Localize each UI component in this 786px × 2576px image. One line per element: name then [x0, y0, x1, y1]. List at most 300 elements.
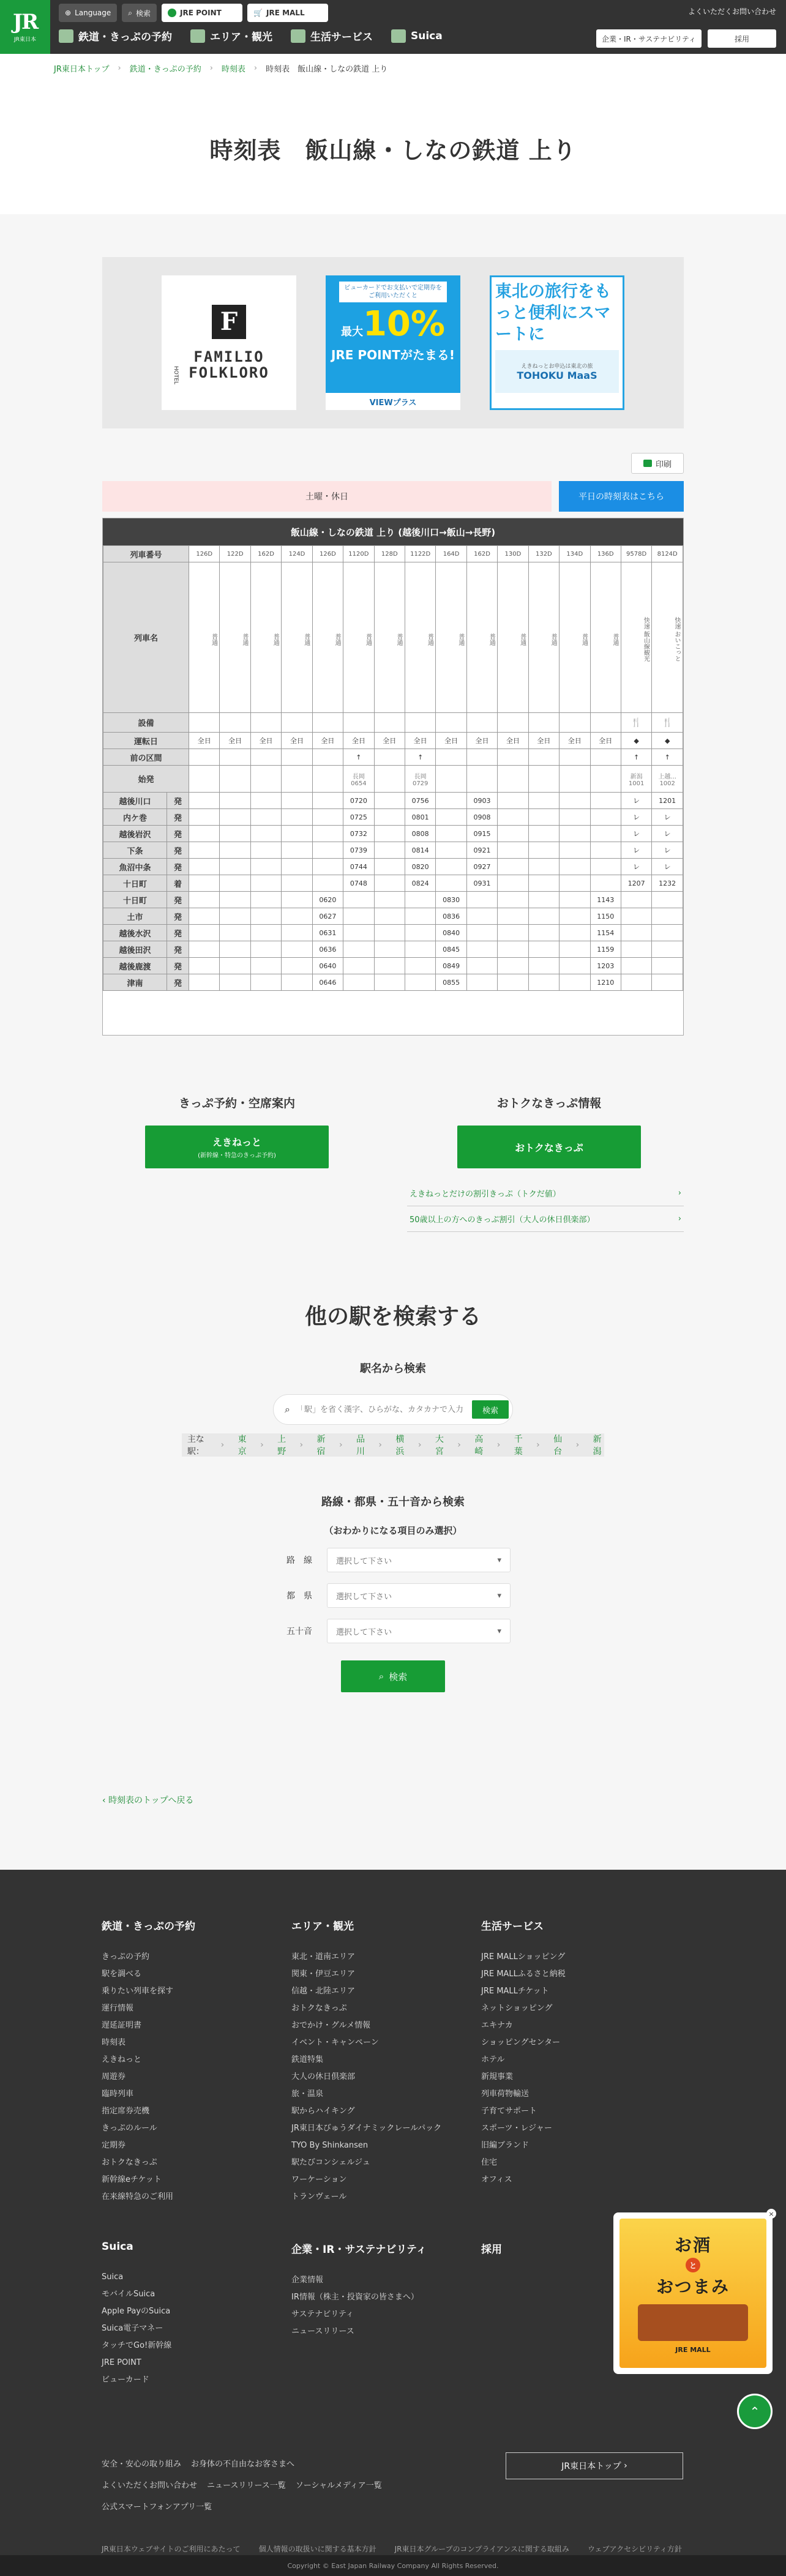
time-cell: 1159: [590, 941, 621, 958]
time-cell: レ: [652, 859, 683, 875]
facility-cell: [189, 713, 220, 733]
time-cell: [528, 925, 559, 941]
time-cell: 0640: [312, 958, 343, 974]
main-station-link[interactable]: 高崎: [474, 1435, 484, 1457]
station-search-input[interactable]: [296, 1405, 466, 1414]
station-row: [103, 974, 683, 991]
footer-link[interactable]: イベント・キャンペーン: [291, 2038, 379, 2047]
time-cell: レ: [621, 809, 651, 826]
footer-link[interactable]: ビューカード: [102, 2375, 149, 2384]
footer-link[interactable]: 旅・温泉: [291, 2089, 324, 2099]
previous-section-cell: [560, 749, 590, 766]
hotel-text: HOTEL: [173, 366, 179, 385]
footer-link[interactable]: ホテル: [481, 2055, 505, 2064]
footer-column-title[interactable]: 鉄道・きっぷの予約: [102, 1921, 195, 1933]
time-cell: [560, 809, 590, 826]
station-name[interactable]: 越後田沢: [103, 941, 167, 958]
station-name[interactable]: 越後水沢: [103, 925, 167, 941]
breadcrumb-separator: ›: [118, 63, 121, 73]
deal-tickets-button[interactable]: おトクなきっぷ: [457, 1126, 641, 1168]
time-cell: 0744: [343, 859, 374, 875]
main-station-link[interactable]: 上野: [277, 1435, 286, 1457]
previous-section-cell: [498, 749, 528, 766]
footer-link[interactable]: 新規事業: [481, 2072, 514, 2081]
time-cell: [282, 875, 312, 892]
time-cell: [220, 809, 250, 826]
time-cell: [498, 793, 528, 809]
corp-link[interactable]: 企業・IR・サステナビリティ: [596, 29, 702, 48]
chevron-down-icon: ▾: [497, 1591, 501, 1600]
station-dir: 発: [167, 892, 189, 908]
jre-mall-link[interactable]: 🛒 JRE MALL: [247, 4, 328, 22]
scroll-to-top-button[interactable]: [737, 2394, 773, 2429]
footer-link[interactable]: JRE MALLふるさと納税: [481, 1969, 566, 1979]
facility-cell: [374, 713, 405, 733]
chevron-down-icon: ▾: [497, 1626, 501, 1636]
print-button[interactable]: 印刷: [631, 453, 684, 474]
service-day-cell: 全日: [405, 733, 435, 749]
time-cell: [220, 892, 250, 908]
footer-column: [291, 2241, 481, 2389]
footer-link[interactable]: エキナカ: [481, 2021, 513, 2030]
footer-link[interactable]: 指定席券売機: [102, 2107, 150, 2116]
breadcrumb-railway[interactable]: 鉄道・きっぷの予約: [129, 64, 201, 74]
origin-time: 1001: [628, 780, 645, 787]
time-cell: 1201: [652, 793, 683, 809]
time-cell: [343, 958, 374, 974]
time-cell: [250, 826, 281, 842]
breadcrumb-timetable[interactable]: 時刻表: [221, 64, 245, 74]
footer-link[interactable]: 列車荷物輸送: [481, 2089, 530, 2099]
time-cell: [621, 892, 651, 908]
service-day-cell: 全日: [590, 733, 621, 749]
footer-link[interactable]: 乗りたい列車を探す: [102, 1987, 174, 1996]
time-cell: [466, 958, 497, 974]
time-cell: [220, 941, 250, 958]
time-cell: [312, 809, 343, 826]
footer-link[interactable]: 大人の休日倶楽部: [291, 2072, 356, 2081]
time-cell: [528, 908, 559, 925]
station-search: [0, 1299, 786, 1692]
time-cell: [220, 842, 250, 859]
time-cell: [498, 859, 528, 875]
station-row: [103, 941, 683, 958]
footer-link[interactable]: きっぷのルール: [102, 2124, 157, 2133]
time-cell: [189, 809, 220, 826]
station-name[interactable]: 内ケ巻: [103, 809, 167, 826]
search-hint: （おわかりになる項目のみ選択）: [324, 1525, 462, 1536]
filter-search-button[interactable]: ⌕ 検索: [341, 1660, 445, 1692]
origin-time: 0729: [412, 780, 429, 787]
origin-cell: [405, 766, 435, 793]
time-cell: 1210: [590, 974, 621, 991]
footer-column-title[interactable]: Suica: [102, 2241, 133, 2253]
time-cell: [405, 892, 435, 908]
footer-column-title[interactable]: エリア・観光: [291, 1921, 354, 1933]
time-cell: [621, 958, 651, 974]
copyright: Copyright © East Japan Railway Company All Rights Reserved.: [0, 2555, 786, 2576]
time-cell: [652, 892, 683, 908]
nav-life[interactable]: 生活サービス: [291, 28, 373, 43]
otona-no-kyujitsu-link[interactable]: 50歳以上の方へのきっぷ割引（大人の休日倶楽部） ›: [407, 1206, 684, 1232]
footer-link[interactable]: 企業情報: [291, 2275, 324, 2285]
station-row: [103, 875, 683, 892]
footer-link[interactable]: 駅からハイキング: [291, 2107, 355, 2116]
origin-cell: [312, 766, 343, 793]
footer-link[interactable]: ショッピングセンター: [481, 2038, 560, 2047]
time-cell: レ: [621, 842, 651, 859]
time-cell: レ: [652, 826, 683, 842]
footer-link[interactable]: 運行情報: [102, 2004, 134, 2013]
tohoku-maas-banner[interactable]: [490, 275, 624, 410]
train-number-cell: 128D: [374, 546, 405, 562]
time-cell: [282, 793, 312, 809]
station-name[interactable]: 越後岩沢: [103, 826, 167, 842]
footer-policy-link[interactable]: ウェブアクセシビリティ方針: [587, 2545, 682, 2553]
time-cell: [436, 842, 466, 859]
time-cell: [466, 892, 497, 908]
time-cell: [560, 941, 590, 958]
facility-cell: [560, 713, 590, 733]
prefecture-select[interactable]: 選択して下さい ▾: [327, 1583, 511, 1608]
origin-time: 0654: [351, 780, 367, 787]
time-cell: レ: [621, 793, 651, 809]
station-name[interactable]: 下条: [103, 842, 167, 859]
footer-link[interactable]: TYO By Shinkansen: [291, 2141, 369, 2150]
previous-section-cell: [189, 749, 220, 766]
footer-column: [291, 1917, 481, 2206]
station-row: [103, 859, 683, 875]
footer-link[interactable]: IR情報（株主・投資家の皆さまへ）: [291, 2293, 419, 2302]
footer-link[interactable]: トランヴェール: [291, 2192, 347, 2201]
row-label: 前の区間: [103, 749, 189, 766]
chevron-right-icon: ›: [220, 1440, 225, 1450]
footer-link[interactable]: おトクなきっぷ: [291, 2004, 347, 2013]
faq-link[interactable]: よくいただくお問い合わせ: [687, 7, 776, 16]
footer-link[interactable]: 東北・道南エリア: [291, 1952, 356, 1962]
footer-link[interactable]: タッチでGo!新幹線: [102, 2341, 172, 2350]
footer-policy-link[interactable]: JR東日本グループのコンプライアンスに関する取組み: [394, 2545, 569, 2553]
familio-banner[interactable]: [162, 275, 296, 410]
footer-link[interactable]: JRE POINT: [102, 2358, 141, 2367]
time-cell: [220, 826, 250, 842]
time-cell: [189, 826, 220, 842]
time-cell: [436, 809, 466, 826]
time-cell: [374, 842, 405, 859]
row-label: 運転日: [103, 733, 189, 749]
chevron-right-icon: ›: [378, 1440, 382, 1450]
station-row: [103, 826, 683, 842]
train-kind-cell: 普通: [405, 562, 435, 713]
footer-column-title[interactable]: 生活サービス: [481, 1921, 544, 1933]
footer-bottom-link[interactable]: 公式スマートフォンアプリ一覧: [102, 2503, 212, 2512]
time-cell: [343, 974, 374, 991]
station-name[interactable]: 越後鹿渡: [103, 958, 167, 974]
time-cell: [250, 859, 281, 875]
breadcrumb-separator: ›: [209, 63, 213, 73]
recruit-link[interactable]: 採用: [708, 29, 776, 48]
eki-net-button[interactable]: えきねっと (新幹線・特急のきっぷ予約): [145, 1126, 329, 1168]
back-to-timetable-top[interactable]: ‹ 時刻表のトップへ戻る: [102, 1796, 194, 1805]
time-cell: 0756: [405, 793, 435, 809]
footer-link[interactable]: オフィス: [481, 2175, 512, 2184]
time-cell: レ: [621, 859, 651, 875]
footer-column: [102, 2241, 291, 2389]
chevron-right-icon: ›: [678, 1214, 681, 1223]
footer-link[interactable]: JRE MALLショッピング: [481, 1952, 566, 1962]
time-cell: [250, 892, 281, 908]
train-number-cell: 136D: [590, 546, 621, 562]
language-button[interactable]: ⊕ Language: [59, 4, 117, 22]
popup-line1: お酒: [674, 2235, 711, 2255]
footer-policy-link[interactable]: JR東日本ウェブサイトのご利用にあたって: [102, 2545, 241, 2553]
time-cell: [250, 875, 281, 892]
main-station-link[interactable]: 千葉: [514, 1435, 523, 1457]
origin-cell: [466, 766, 497, 793]
nav-suica[interactable]: Suica: [391, 29, 443, 43]
time-cell: 0915: [466, 826, 497, 842]
main-station-link[interactable]: 東京: [238, 1435, 247, 1457]
time-cell: [498, 826, 528, 842]
previous-section-cell: [436, 749, 466, 766]
main-station-link[interactable]: 新宿: [316, 1435, 326, 1457]
main-station-link[interactable]: 横浜: [395, 1435, 405, 1457]
jre-mall-popup[interactable]: [613, 2209, 774, 2374]
station-row: [103, 892, 683, 908]
time-cell: [528, 859, 559, 875]
footer-link[interactable]: おトクなきっぷ: [102, 2158, 157, 2167]
main-station-link[interactable]: 品川: [356, 1435, 365, 1457]
time-cell: [436, 875, 466, 892]
station-name[interactable]: 越後川口: [103, 793, 167, 809]
time-cell: [282, 842, 312, 859]
footer-bottom-link[interactable]: お身体の不自由なお客さまへ: [191, 2460, 295, 2469]
time-cell: [405, 908, 435, 925]
footer-link[interactable]: 駅を調べる: [102, 1969, 142, 1979]
footer-link[interactable]: 新幹線eチケット: [102, 2175, 162, 2184]
station-name[interactable]: 十日町: [103, 892, 167, 908]
time-cell: [528, 793, 559, 809]
footer-link[interactable]: モバイルSuica: [102, 2290, 155, 2299]
time-cell: 0824: [405, 875, 435, 892]
footer-link[interactable]: サステナビリティ: [291, 2310, 354, 2319]
footer-link[interactable]: JR東日本びゅうダイナミックレールパック: [291, 2124, 442, 2133]
time-cell: [374, 941, 405, 958]
service-day-cell: 全日: [374, 733, 405, 749]
time-cell: [405, 974, 435, 991]
search-by-name-title: 駅名から検索: [360, 1362, 426, 1375]
footer-link[interactable]: えきねっと: [102, 2055, 142, 2064]
time-cell: [189, 974, 220, 991]
train-number-cell: 164D: [436, 546, 466, 562]
time-cell: [590, 826, 621, 842]
footer-link[interactable]: ワーケーション: [291, 2175, 347, 2184]
breadcrumb-home[interactable]: JR東日本トップ: [54, 64, 110, 74]
time-cell: [220, 859, 250, 875]
jre-point-link[interactable]: JRE POINT: [162, 4, 242, 22]
time-cell: [374, 809, 405, 826]
footer-link[interactable]: スポーツ・レジャー: [481, 2124, 552, 2133]
footer-link[interactable]: きっぷの予約: [102, 1952, 150, 1962]
time-cell: [621, 941, 651, 958]
time-cell: [436, 793, 466, 809]
previous-section-cell: ↑: [652, 749, 683, 766]
train-kind-cell: 普通: [220, 562, 250, 713]
time-cell: [560, 908, 590, 925]
time-cell: [590, 793, 621, 809]
footer-top-button[interactable]: JR東日本トップ ›: [506, 2452, 683, 2479]
footer-policy-link[interactable]: 個人情報の取扱いに関する基本方針: [258, 2545, 376, 2553]
service-day-cell: 全日: [498, 733, 528, 749]
time-cell: 1207: [621, 875, 651, 892]
close-icon[interactable]: ×: [766, 2209, 776, 2219]
facility-cell: 🍴: [652, 713, 683, 733]
footer-link[interactable]: 関東・伊豆エリア: [291, 1969, 356, 1979]
maas-headline: 東北の旅行をもっと便利にスマートに: [495, 282, 611, 345]
footer-link[interactable]: 定期券: [102, 2141, 126, 2150]
footer-link[interactable]: 在来線特急のご利用: [102, 2192, 174, 2201]
nav-area[interactable]: エリア・観光: [190, 28, 272, 43]
footer-link[interactable]: 周遊券: [102, 2072, 126, 2081]
chevron-right-icon: ›: [339, 1440, 343, 1450]
footer-link[interactable]: おでかけ・グルメ情報: [291, 2021, 371, 2030]
footer-column-title[interactable]: 企業・IR・サステナビリティ: [291, 2244, 427, 2256]
station-dir: 発: [167, 925, 189, 941]
previous-section-cell: [590, 749, 621, 766]
footer-column-title[interactable]: 採用: [481, 2244, 502, 2256]
train-kind-cell: 普通: [282, 562, 312, 713]
train-number-cell: 8124D: [652, 546, 683, 562]
time-cell: [374, 974, 405, 991]
facility-cell: [528, 713, 559, 733]
time-cell: [405, 958, 435, 974]
time-cell: [250, 908, 281, 925]
kana-label: 五十音: [286, 1627, 312, 1637]
view-banner-foot: VIEWプラス: [326, 393, 460, 410]
main-station-link[interactable]: 新潟: [593, 1435, 602, 1457]
time-cell: [560, 925, 590, 941]
time-cell: [590, 809, 621, 826]
site-header: [0, 0, 786, 54]
toku-da-ne-link[interactable]: えきねっとだけの割引きっぷ（トクだ値） ›: [407, 1181, 684, 1206]
time-cell: 1232: [652, 875, 683, 892]
chevron-right-icon: ›: [575, 1440, 580, 1450]
time-cell: [250, 793, 281, 809]
origin-station: 新潟: [630, 773, 643, 780]
train-kind-cell: 普通: [343, 562, 374, 713]
footer-link[interactable]: ネットショッピング: [481, 2004, 553, 2013]
footer-bottom-link[interactable]: ソーシャルメディア一覧: [295, 2481, 382, 2490]
main-station-link[interactable]: 仙台: [553, 1435, 563, 1457]
station-name[interactable]: 土市: [103, 908, 167, 925]
footer-bottom-link[interactable]: よくいただくお問い合わせ: [102, 2481, 198, 2490]
footer-link[interactable]: 臨時列車: [102, 2089, 134, 2099]
footer-link[interactable]: Suica電子マネー: [102, 2324, 163, 2333]
footer-link[interactable]: 駅たびコンシェルジュ: [291, 2158, 370, 2167]
service-day-cell: ◆: [652, 733, 683, 749]
footer-link[interactable]: 子育てサポート: [481, 2107, 537, 2116]
footer-link[interactable]: 旧編ブランド: [481, 2141, 530, 2150]
nav-railway[interactable]: 鉄道・きっぷの予約: [59, 28, 172, 43]
tab-weekend: 土曜・休日: [102, 481, 552, 512]
service-day-cell: 全日: [343, 733, 374, 749]
time-cell: 0748: [343, 875, 374, 892]
time-cell: [652, 941, 683, 958]
kana-select[interactable]: 選択して下さい ▾: [327, 1619, 511, 1643]
footer-bottom-link[interactable]: ニュースリリース一覧: [207, 2481, 286, 2490]
train-kind-cell: 普通: [560, 562, 590, 713]
jr-east-logo[interactable]: JR JR東日本: [0, 0, 50, 54]
popup-line2: おつまみ: [656, 2277, 730, 2297]
time-cell: 0646: [312, 974, 343, 991]
tab-weekday-link[interactable]: 平日の時刻表はこちら: [559, 481, 684, 512]
search-icon: ⌕: [285, 1403, 290, 1415]
time-cell: [528, 974, 559, 991]
footer-link[interactable]: JRE MALLチケット: [481, 1987, 549, 1996]
view-card-banner[interactable]: [326, 275, 460, 410]
chevron-right-icon: ›: [299, 1440, 304, 1450]
train-kind-cell: 快速 飯山線観光: [621, 562, 651, 713]
chevron-up-icon: ⌃: [749, 2404, 760, 2419]
time-cell: [590, 842, 621, 859]
time-cell: 0732: [343, 826, 374, 842]
footer-link[interactable]: 鉄道特集: [291, 2055, 324, 2064]
jre-point-icon: [168, 9, 176, 17]
origin-cell: [560, 766, 590, 793]
time-cell: [560, 793, 590, 809]
station-name[interactable]: 津南: [103, 974, 167, 991]
footer-link[interactable]: Suica: [102, 2272, 124, 2282]
origin-cell: [590, 766, 621, 793]
line-select[interactable]: 選択して下さい ▾: [327, 1548, 511, 1572]
familio-logo: F: [212, 305, 246, 339]
station-dir: 発: [167, 826, 189, 842]
time-cell: [220, 875, 250, 892]
chevron-right-icon: ›: [624, 2461, 627, 2471]
time-cell: [312, 793, 343, 809]
popup-mall-logo: JRE MALL: [675, 2346, 711, 2354]
time-cell: 0739: [343, 842, 374, 859]
footer-link[interactable]: ニュースリリース: [291, 2327, 354, 2336]
station-search-button[interactable]: 検索: [472, 1400, 509, 1419]
facility-cell: 🍴: [621, 713, 651, 733]
time-cell: [498, 925, 528, 941]
train-icon: [59, 29, 73, 43]
station-name[interactable]: 魚沼中条: [103, 859, 167, 875]
footer-link[interactable]: 遅延証明書: [102, 2021, 142, 2030]
time-cell: [189, 793, 220, 809]
footer-link[interactable]: 時刻表: [102, 2038, 126, 2047]
footer-link[interactable]: Apple PayのSuica: [102, 2307, 171, 2316]
facility-cell: [466, 713, 497, 733]
time-cell: [528, 875, 559, 892]
station-name[interactable]: 十日町: [103, 875, 167, 892]
time-cell: [405, 925, 435, 941]
footer-bottom-link[interactable]: 安全・安心の取り組み: [102, 2460, 182, 2469]
search-icon: ⌕: [128, 8, 133, 17]
station-dir: 発: [167, 941, 189, 958]
footer-link[interactable]: 住宅: [481, 2158, 498, 2167]
time-cell: [189, 958, 220, 974]
time-cell: 0840: [436, 925, 466, 941]
train-number-cell: 9578D: [621, 546, 651, 562]
search-button[interactable]: ⌕ 検索: [122, 4, 157, 22]
footer-link[interactable]: 信越・北陸エリア: [291, 1987, 356, 1996]
time-cell: [528, 809, 559, 826]
time-cell: [652, 958, 683, 974]
main-station-link[interactable]: 大宮: [435, 1435, 444, 1457]
train-number-cell: 162D: [250, 546, 281, 562]
